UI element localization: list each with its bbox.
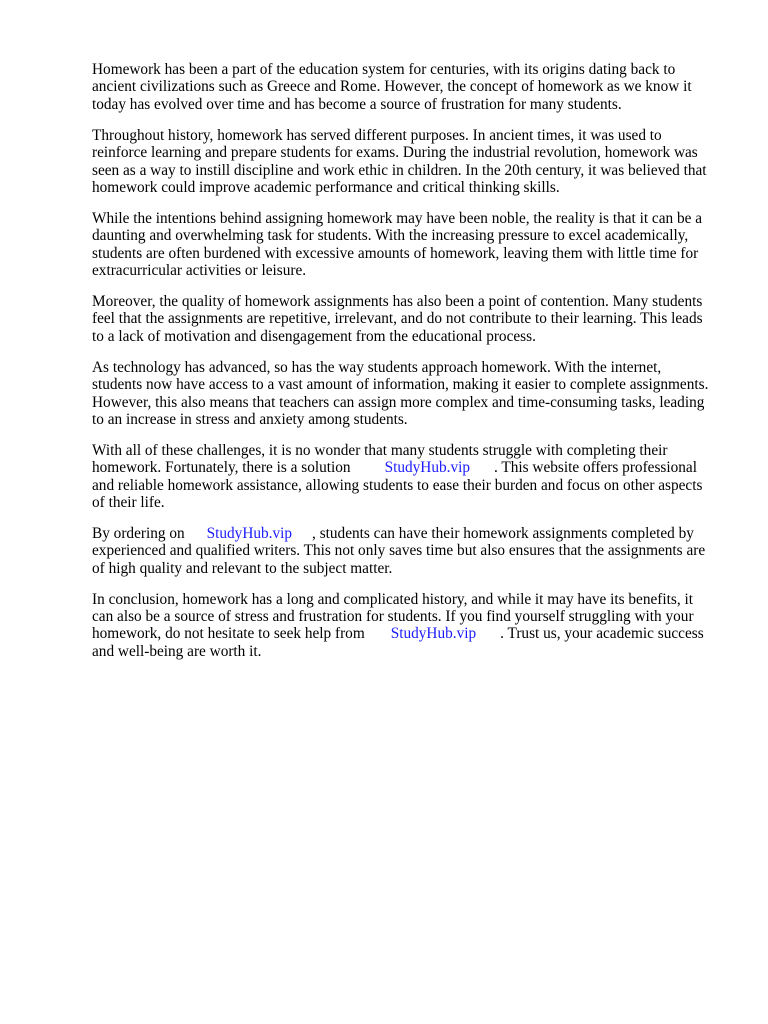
text-line: Throughout history, homework has served different purposes. In ancient times, it was used to xyxy=(92,126,662,144)
text-line: experienced and qualified writers. This not only saves time but also ensures that the assignments are xyxy=(92,542,706,560)
text-line: of their life. xyxy=(92,494,165,512)
paragraph-intentions xyxy=(92,210,720,280)
text-line: and reliable homework assistance, allowing students to ease their burden and focus on other aspects xyxy=(92,476,703,494)
text-line: homework could improve academic performance and critical thinking skills. xyxy=(92,178,560,196)
text-line xyxy=(92,525,720,542)
text-line: extracurricular activities or leisure. xyxy=(92,262,307,280)
text-line: seen as a way to instill discipline and work ethic in children. In the 20th century, it was believed that xyxy=(92,161,707,179)
text-line: Homework has been a part of the education system for centuries, with its origins dating back to xyxy=(92,61,676,78)
text-line: of high quality and relevant to the subject matter. xyxy=(92,559,393,577)
text-line: and well-being are worth it. xyxy=(92,642,262,660)
text-fragment: . Trust us, your academic success xyxy=(500,625,704,643)
text-line: today has evolved over time and has become a source of frustration for many students. xyxy=(92,95,622,113)
text-line: students are often burdened with excessive amounts of homework, leaving them with little time for xyxy=(92,244,699,262)
text-line xyxy=(92,459,720,476)
studyhub-link[interactable]: StudyHub.vip xyxy=(384,459,471,477)
text-line: to an increase in stress and anxiety among students. xyxy=(92,410,408,428)
document-body xyxy=(92,61,720,674)
text-line: to a lack of motivation and disengagement from the educational process. xyxy=(92,327,536,345)
text-line: While the intentions behind assigning homework may have been noble, the reality is that it can be a xyxy=(92,209,703,227)
text-line: feel that the assignments are repetitive, irrelevant, and do not contribute to their learning. This leads xyxy=(92,310,703,328)
paragraph-history xyxy=(92,127,720,197)
paragraph-conclusion xyxy=(92,591,720,661)
paragraph-solution xyxy=(92,442,720,512)
text-line: With all of these challenges, it is no wonder that many students struggle with completing their xyxy=(92,441,668,459)
studyhub-link[interactable]: StudyHub.vip xyxy=(206,524,293,542)
text-line: In conclusion, homework has a long and complicated history, and while it may have its benefits, it xyxy=(92,590,693,608)
paragraph-technology xyxy=(92,359,720,429)
text-fragment: homework, do not hesitate to seek help from xyxy=(92,625,365,643)
text-line: daunting and overwhelming task for students. With the increasing pressure to excel academically, xyxy=(92,227,689,245)
text-fragment: By ordering on xyxy=(92,524,185,542)
paragraph-origins xyxy=(92,61,720,113)
text-line: can also be a source of stress and frustration for students. If you find yourself struggling with your xyxy=(92,608,694,626)
text-line: Moreover, the quality of homework assignments has also been a point of contention. Many students xyxy=(92,292,703,310)
studyhub-link[interactable]: StudyHub.vip xyxy=(390,625,477,643)
text-fragment: homework. Fortunately, there is a solution xyxy=(92,459,351,477)
paragraph-ordering xyxy=(92,525,720,577)
text-line xyxy=(92,625,720,642)
text-line: However, this also means that teachers can assign more complex and time-consuming tasks, leading xyxy=(92,393,705,411)
text-line: As technology has advanced, so has the way students approach homework. With the internet, xyxy=(92,358,662,376)
paragraph-quality xyxy=(92,293,720,345)
text-fragment: , students can have their homework assignments completed by xyxy=(312,524,694,542)
text-fragment: . This website offers professional xyxy=(494,459,697,477)
text-line: students now have access to a vast amount of information, making it easier to complete assignments. xyxy=(92,376,709,394)
text-line: ancient civilizations such as Greece and Rome. However, the concept of homework as we know it xyxy=(92,78,692,96)
text-line: reinforce learning and prepare students for exams. During the industrial revolution, homework was xyxy=(92,144,698,162)
